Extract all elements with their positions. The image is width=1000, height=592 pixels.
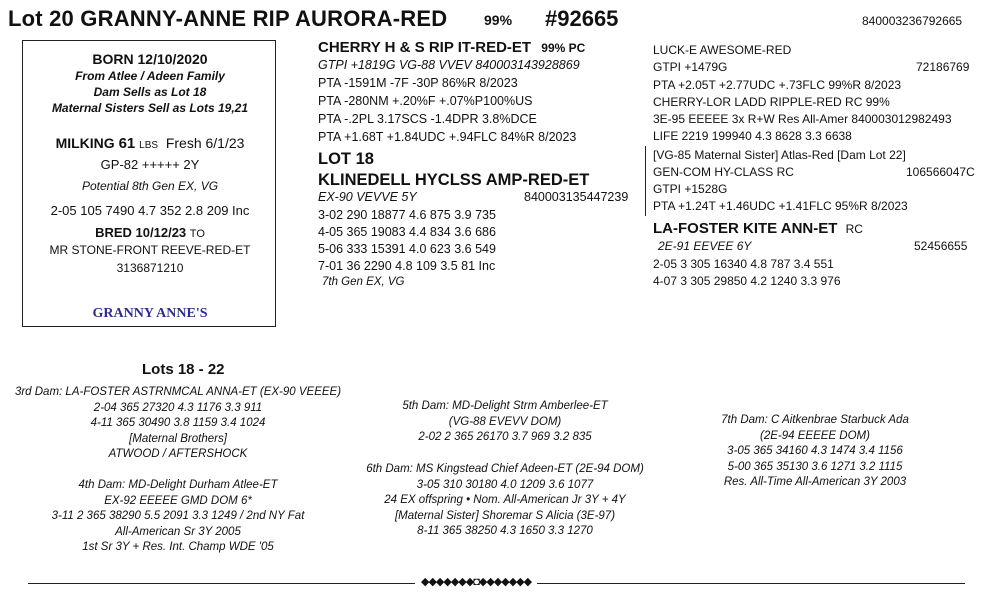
dam-record-1: 3-02 290 18877 4.6 875 3.9 735 [318,208,496,222]
third-dam-line: 3rd Dam: LA-FOSTER ASTRNMCAL ANNA-ET (EX-90 VEEEE) [14,386,342,398]
service-sire: MR STONE-FRONT REEVE-RED-ET [49,243,251,257]
kite-ann-record-1: 2-05 3 305 16340 4.8 787 3.4 551 [653,257,834,271]
ripple-name: CHERRY-LOR LADD RIPPLE-RED RC 99% [653,95,890,109]
kite-ann-record-2: 4-07 3 305 29850 4.2 1240 3.3 976 [653,274,841,288]
dam-name: KLINEDELL HYCLSS AMP-RED-ET [318,171,590,189]
fifth-dam-line: 5th Dam: MD-Delight Strm Amberlee-ET [402,400,608,412]
sire-pta-2: PTA -280NM +.20%F +.07%P100%US [318,94,533,108]
milking-line [23,136,277,151]
milking-value: 61 [118,135,136,152]
fourth-dam-line: EX-92 EEEEE GMD DOM 6* [104,494,252,507]
sixth-dam-line: 24 EX offspring • Nom. All-American Jr 3Y + 4Y [384,494,626,506]
fourth-dam-line: 1st Sr 3Y + Res. Int. Champ WDE '05 [82,541,274,553]
gp-score: GP-82 +++++ 2Y [100,157,200,172]
production-record: 2-05 105 7490 4.7 352 2.8 209 Inc [50,203,250,218]
lot-number: #92665 [545,6,619,31]
potential-line: Potential 8th Gen EX, VG [81,179,219,193]
kite-ann-name: LA-FOSTER KITE ANN-ET [653,220,838,237]
sixth-dam-line: 8-11 365 38250 4.3 1650 3.3 1270 [417,525,593,537]
sixth-dam-line: 6th Dam: MS Kingstead Chief Adeen-ET (2E-94 DOM) [366,463,644,475]
kite-ann-id: 52456655 [914,239,968,253]
dam-registration: 840003135447239 [524,190,629,204]
third-dam-line: 2-04 365 27320 4.3 1176 3.3 911 [93,401,263,414]
fresh-date: Fresh 6/1/23 [165,135,245,151]
footer-ornament: ◆◆◆◆◆◆◆◘◆◆◆◆◆◆◆ [415,577,537,588]
fourth-dam-line: 3-11 2 365 38290 5.5 2091 3.3 1249 / 2nd NY Fat [51,510,305,522]
farm-logo: GRANNY ANNE'S [92,306,208,321]
seventh-dam-line: Res. All-Time All-American 3Y 2003 [723,476,907,488]
sixth-dam-line: [Maternal Sister] Shoremar S Alicia (3E-97) [394,509,616,522]
third-dam-line: [Maternal Brothers] [129,432,227,445]
seventh-dam-line: 5-00 365 35130 3.6 1271 3.2 1115 [727,460,903,473]
bred-to: TO [189,228,205,240]
kite-ann-rc: RC [845,222,863,236]
bred-date: BRED 10/12/23 [95,225,187,240]
born-date: BORN 12/10/2020 [92,51,208,67]
percent-red: 99% [484,12,513,28]
bred-line [23,226,277,240]
sire-name: CHERRY H & S RIP IT-RED-ET [318,39,532,56]
fifth-dam-line: (VG-88 EVEVV DOM) [448,415,562,428]
awesome-gtpi: GTPI +1479G [653,60,728,74]
fifth-dam-line: 2-02 2 365 26170 3.7 969 3.2 835 [418,431,592,443]
service-sire-id: 3136871210 [116,261,184,275]
maternal-sisters-line: Maternal Sisters Sell as Lots 19,21 [51,101,249,115]
milking-unit: LBS [139,140,159,151]
born-info-box [22,40,276,327]
fifth-dam [355,399,655,446]
sire-pta-1: PTA -1591M -7F -30P 86%R 8/2023 [318,76,518,90]
awesome-name: LUCK-E AWESOME-RED [653,43,792,57]
ripple-class: 3E-95 EEEEE 3x R+W Res All-Amer 840003012982493 [653,112,952,126]
ripple-life: LIFE 2219 199940 4.3 8628 3.3 6638 [653,129,852,143]
kite-ann-line [653,221,863,236]
seventh-dam-line: 7th Dam: C Aitkenbrae Starbuck Ada [721,414,909,426]
seventh-dam-line: 3-05 365 34160 4.3 1474 3.4 1156 [727,445,903,457]
sister-divider [645,146,646,216]
hyclass-id: 106566047C [906,165,975,179]
sire-pta-4: PTA +1.68T +1.84UDC +.94FLC 84%R 8/2023 [318,130,577,144]
seventh-dam-line: (2E-94 EEEEE DOM) [760,429,870,442]
third-dam-line: 4-11 365 30490 3.8 1159 3.4 1024 [90,417,266,429]
third-dam-line: ATWOOD / AFTERSHOCK [108,448,248,460]
dam-sells-line: Dam Sells as Lot 18 [93,85,207,99]
sire-gtpi: GTPI +1819G VG-88 VVEV 840003143928869 [318,58,580,72]
awesome-id: 72186769 [916,60,970,74]
dam-record-3: 5-06 333 15391 4.0 623 3.6 549 [318,242,496,256]
family-line: From Atlee / Adeen Family [75,69,225,83]
registration-number: 840003236792665 [862,14,963,28]
awesome-pta: PTA +2.05T +2.77UDC +.73FLC 99%R 8/2023 [653,78,902,92]
sire-pct: 99% PC [541,41,586,55]
sixth-dam [335,462,675,540]
fourth-dam [8,478,348,556]
sire-pta-3: PTA -.2PL 3.17SCS -1.4DPR 3.8%DCE [318,112,537,126]
dam-gen: 7th Gen EX, VG [322,276,405,288]
dam-lot: LOT 18 [318,150,374,168]
lot-title: Lot 20 GRANNY-ANNE RIP AURORA-RED [8,6,448,31]
sire-name-line [318,40,585,55]
third-dam [8,385,348,463]
seventh-dam [680,413,950,491]
fourth-dam-line: All-American Sr 3Y 2005 [115,525,241,538]
sister-note: [VG-85 Maternal Sister] Atlas-Red [Dam Lot 22] [653,148,906,162]
hyclass-pta: PTA +1.24T +1.46UDC +1.41FLC 95%R 8/2023 [653,199,908,213]
dam-class: EX-90 VEVVE 5Y [318,190,417,204]
dam-record-2: 4-05 365 19083 4.4 834 3.6 686 [318,225,496,239]
hyclass-gtpi: GTPI +1528G [653,182,728,196]
lots-title: Lots 18 - 22 [142,361,225,378]
kite-ann-class: 2E-91 EEVEE 6Y [658,239,752,253]
fourth-dam-line: 4th Dam: MD-Delight Durham Atlee-ET [78,479,278,491]
hyclass-name: GEN-COM HY-CLASS RC [653,165,794,179]
sixth-dam-line: 3-05 310 30180 4.0 1209 3.6 1077 [416,478,594,491]
milking-label: MILKING [55,135,115,151]
dam-record-4: 7-01 36 2290 4.8 109 3.5 81 Inc [318,259,496,273]
